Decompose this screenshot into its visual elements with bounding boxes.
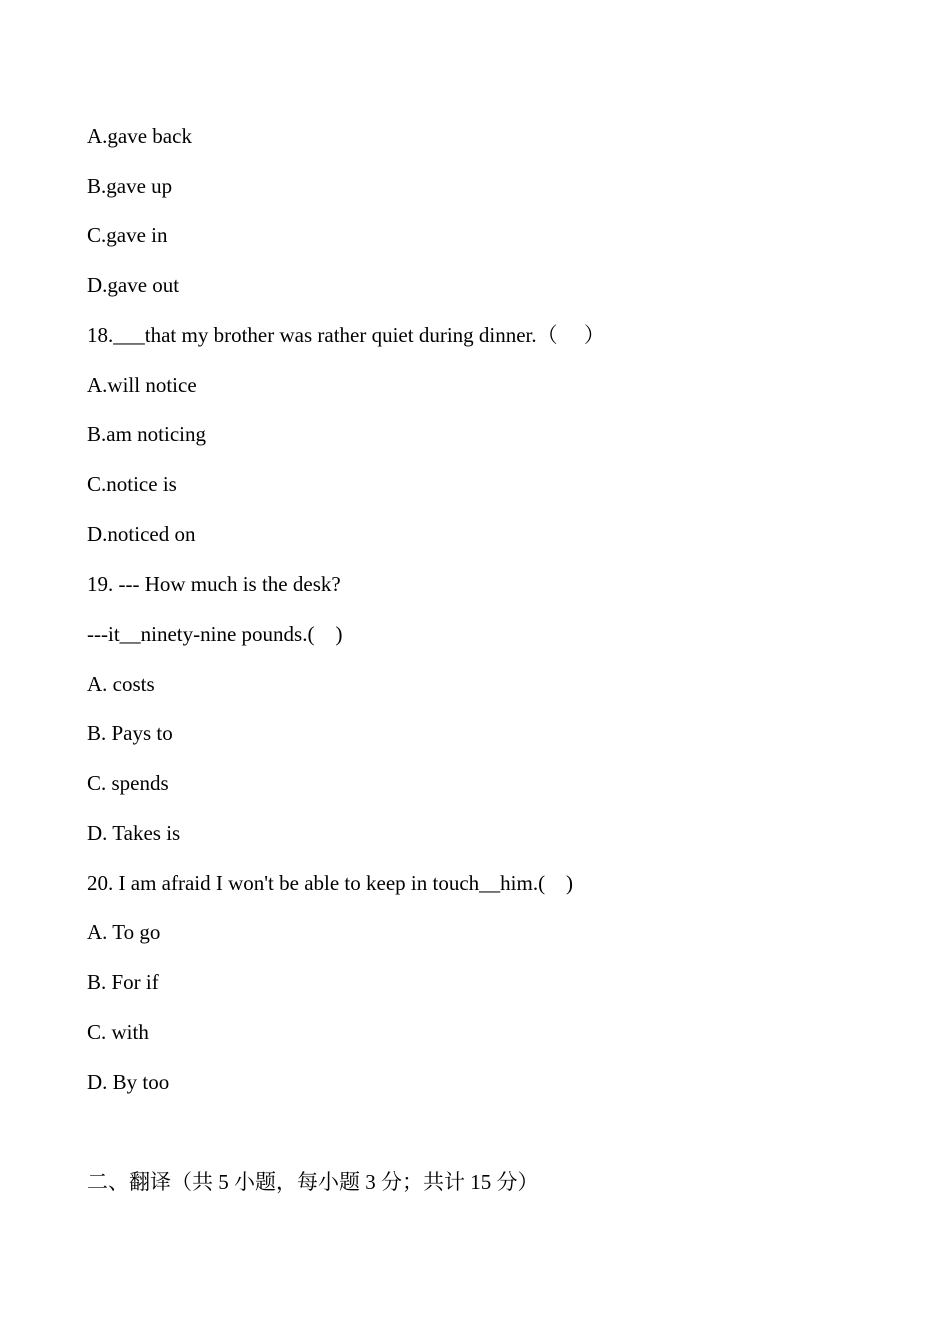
q17-option-a: A.gave back <box>87 124 192 148</box>
q17-option-c: C.gave in <box>87 223 168 247</box>
q19-option-a: A. costs <box>87 672 155 696</box>
q19-question: 19. --- How much is the desk? <box>87 572 341 596</box>
q19-option-b: B. Pays to <box>87 721 173 745</box>
q19-option-c: C. spends <box>87 771 169 795</box>
q20-option-d: D. By too <box>87 1070 170 1094</box>
q18-option-b: B.am noticing <box>87 422 206 446</box>
q18-option-a: A.will notice <box>87 373 197 397</box>
q18-option-d: D.noticed on <box>87 522 196 546</box>
q20-option-a: A. To go <box>87 920 161 944</box>
q20-option-b: B. For if <box>87 970 159 994</box>
q19-option-d: D. Takes is <box>87 821 181 845</box>
q20-option-c: C. with <box>87 1020 149 1044</box>
q18-question: 18.___that my brother was rather quiet during dinner.（ ） <box>87 323 605 347</box>
q18-option-c: C.notice is <box>87 472 177 496</box>
section-heading-translation: 二、翻译（共 5 小题，每小题 3 分；共计 15 分） <box>87 1170 539 1194</box>
q20-question: 20. I am afraid I won't be able to keep in touch__him.( ) <box>87 871 574 895</box>
q19-question-continued: ---it__ninety-nine pounds.( ) <box>87 622 343 646</box>
q17-option-b: B.gave up <box>87 174 173 198</box>
q17-option-d: D.gave out <box>87 273 180 297</box>
